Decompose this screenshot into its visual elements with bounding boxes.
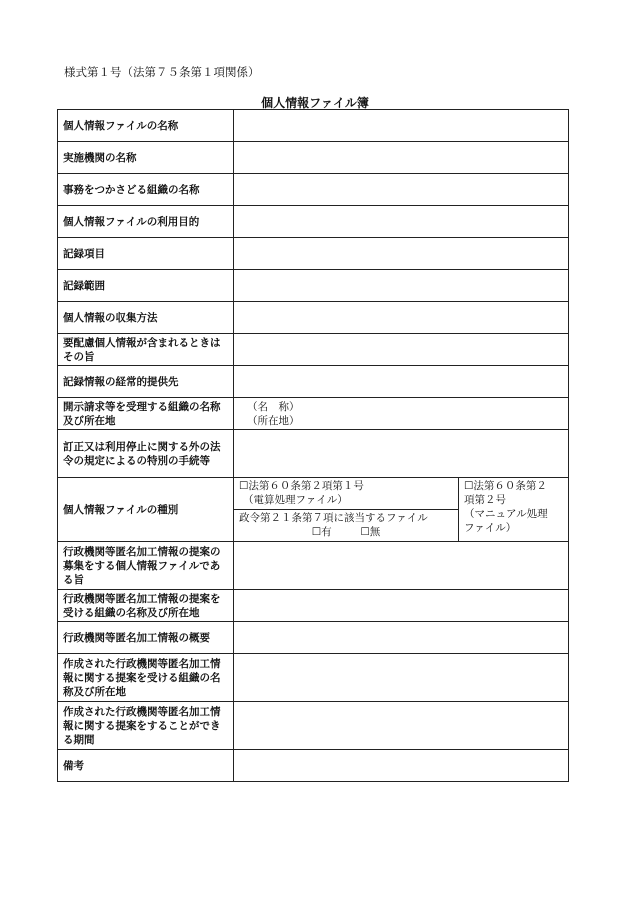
office-name-label: （名 称） <box>247 400 300 413</box>
row-label: 要配慮個人情報が含まれるときはその旨 <box>58 334 234 366</box>
table-row <box>58 398 569 430</box>
manual-file-desc-2: （マニュアル処理 <box>464 508 548 520</box>
document-title: 個人情報ファイル簿 <box>261 96 369 110</box>
table-row <box>58 110 569 142</box>
row-label: 事務をつかさどる組織の名称 <box>58 174 234 206</box>
table-row <box>58 142 569 174</box>
row-label: 作成された行政機関等匿名加工情報に関する提案を受ける組織の名称及び所在地 <box>58 654 234 702</box>
row-label: 訂正又は利用停止に関する外の法令の規定によるの特別の手続等 <box>58 430 234 478</box>
electronic-file-desc: （電算処理ファイル） <box>243 494 348 506</box>
ordinance-options <box>239 525 453 539</box>
form-number: 様式第１号（法第７５条第１項関係） <box>64 65 260 79</box>
electronic-file-option[interactable] <box>234 478 459 510</box>
manual-file-option[interactable] <box>459 478 569 542</box>
row-label: 開示請求等を受理する組織の名称及び所在地 <box>58 398 234 430</box>
row-label: 実施機関の名称 <box>58 142 234 174</box>
table-row <box>58 238 569 270</box>
table-row <box>58 366 569 398</box>
table-row <box>58 590 569 622</box>
manual-file-desc-1: 項第２号 <box>464 494 506 506</box>
table-row-file-type <box>58 478 569 510</box>
value-cell[interactable] <box>234 110 569 142</box>
row-label: 個人情報の収集方法 <box>58 302 234 334</box>
table-row <box>58 622 569 654</box>
table-row <box>58 430 569 478</box>
value-cell[interactable] <box>234 366 569 398</box>
table-row <box>58 302 569 334</box>
electronic-file-checkbox-label: ☐法第６０条第２項第１号 <box>239 480 364 492</box>
table-row <box>58 654 569 702</box>
row-label: 行政機関等匿名加工情報の提案の募集をする個人情報ファイルである旨 <box>58 542 234 590</box>
row-label: 行政機関等匿名加工情報の概要 <box>58 622 234 654</box>
option-no-checkbox[interactable]: ☐無 <box>360 526 381 538</box>
table-row <box>58 206 569 238</box>
ordinance-label: 政令第２１条第７項に該当するファイル <box>239 512 428 524</box>
table-row <box>58 750 569 782</box>
table-row <box>58 702 569 750</box>
table-row <box>58 542 569 590</box>
value-cell[interactable] <box>234 302 569 334</box>
row-label: 備考 <box>58 750 234 782</box>
row-label: 個人情報ファイルの名称 <box>58 110 234 142</box>
value-cell[interactable] <box>234 206 569 238</box>
value-cell[interactable] <box>234 238 569 270</box>
manual-file-desc-3: ファイル） <box>464 522 517 534</box>
row-label: 行政機関等匿名加工情報の提案を受ける組織の名称及び所在地 <box>58 590 234 622</box>
ordinance-file-cell <box>234 510 459 542</box>
table-row <box>58 270 569 302</box>
value-cell[interactable] <box>234 270 569 302</box>
office-address-label: （所在地） <box>247 414 300 427</box>
disclosure-office-cell[interactable] <box>234 398 569 430</box>
value-cell[interactable] <box>234 590 569 622</box>
row-label: 個人情報ファイルの利用目的 <box>58 206 234 238</box>
value-cell[interactable] <box>234 622 569 654</box>
value-cell[interactable] <box>234 334 569 366</box>
row-label: 記録項目 <box>58 238 234 270</box>
value-cell[interactable] <box>234 142 569 174</box>
row-label: 作成された行政機関等匿名加工情報に関する提案をすることができる期間 <box>58 702 234 750</box>
manual-file-checkbox-label: ☐法第６０条第２ <box>464 480 547 492</box>
option-yes-checkbox[interactable]: ☐有 <box>311 526 332 538</box>
table-row <box>58 174 569 206</box>
value-cell[interactable] <box>234 654 569 702</box>
row-label: 記録範囲 <box>58 270 234 302</box>
value-cell[interactable] <box>234 702 569 750</box>
table-row <box>58 334 569 366</box>
personal-info-file-register-table <box>57 109 569 782</box>
value-cell[interactable] <box>234 542 569 590</box>
value-cell[interactable] <box>234 750 569 782</box>
value-cell[interactable] <box>234 430 569 478</box>
row-label: 個人情報ファイルの種別 <box>58 478 234 542</box>
value-cell[interactable] <box>234 174 569 206</box>
row-label: 記録情報の経常的提供先 <box>58 366 234 398</box>
